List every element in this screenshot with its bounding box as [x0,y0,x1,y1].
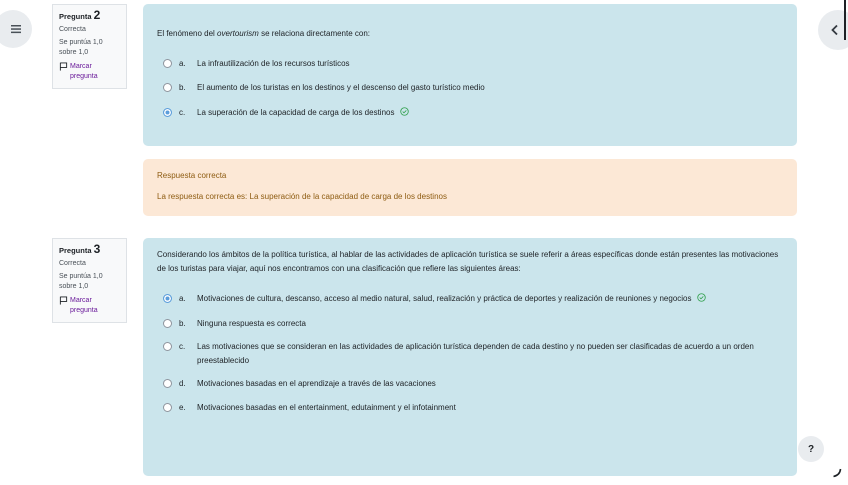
question-3-option-b[interactable]: b. Ninguna respuesta es correcta [157,313,783,336]
correct-answer-text: La respuesta correcta es: La superación de la capacidad de carga de los destinos [157,192,447,201]
question-3-option-c[interactable]: c. Las motivaciones que se consideran en las actividades de aplicación turística dependen de cada destino y no pueden ser clasificadas de acuerdo a un orden preestablecido [157,335,783,373]
question-2-option-c[interactable]: c. La superación de la capacidad de carga de los destinos [157,102,783,125]
question-3-flag-label: Marcar pregunta [70,297,98,314]
question-2-formulation [143,4,797,146]
radio-button[interactable] [163,59,172,68]
help-button[interactable]: ? [798,436,824,462]
question-3-option-d[interactable]: d. Motivaciones basadas en el aprendizaje a través de las vacaciones [157,373,783,396]
radio-button-selected[interactable] [163,294,172,303]
question-2-option-a[interactable]: a. La infrautilización de los recursos turísticos [157,53,783,78]
question-2-state: Correcta [59,25,86,33]
question-3-info [52,238,127,323]
question-2-text: El fenómeno del overtourism se relaciona directamente con: [157,29,371,38]
question-2-grade: Se puntúa 1,0 sobre 1,0 [59,39,103,56]
question-3-answer-list [157,289,783,419]
radio-button[interactable] [163,403,172,412]
radio-button[interactable] [163,342,172,351]
question-2-number: 2 [93,8,101,22]
course-index-toggle-button[interactable] [0,10,32,48]
hamburger-menu-icon [10,23,22,35]
resize-handle-icon [832,468,842,478]
feedback-title: Respuesta correcta [157,171,227,180]
question-2-title: Pregunta 2 [59,8,101,22]
check-circle-icon [400,107,409,116]
radio-button[interactable] [163,319,172,328]
flag-icon [59,62,68,71]
question-2-flag-link[interactable] [59,62,121,81]
question-3-text: Considerando los ámbitos de la política turística, al hablar de las actividades de aplicación turística se suele referir a áreas específicas donde están presentes las motivaciones de los turistas para viajar, aquí nos encontramos con una clasificación que refiere las siguientes áreas: [157,250,779,273]
check-circle-icon [697,293,706,302]
question-2-answer-list [157,53,783,125]
chevron-left-icon [830,24,840,36]
question-2-info [52,4,127,89]
question-3-flag-link[interactable] [59,296,121,315]
question-3-grade: Se puntúa 1,0 sobre 1,0 [59,273,103,290]
question-3-option-e[interactable]: e. Motivaciones basadas en el entertainment, edutainment y el infotainment [157,396,783,420]
question-3-title: Pregunta 3 [59,242,101,256]
scrollbar[interactable] [844,0,846,40]
radio-button-selected[interactable] [163,108,172,117]
question-2-option-b[interactable]: b. El aumento de los turistas en los destinos y el descenso del gasto turístico medio [157,77,783,102]
question-3-number: 3 [93,242,101,256]
question-3-option-a[interactable]: a. Motivaciones de cultura, descanso, acceso al medio natural, salud, realización y práctica de deportes y realización de reuniones y negocios [157,289,783,313]
question-2-flag-label: Marcar pregunta [70,63,98,80]
radio-button[interactable] [163,83,172,92]
radio-button[interactable] [163,379,172,388]
question-3-state: Correcta [59,259,86,267]
question-3-formulation [143,238,797,476]
question-2-feedback [143,159,797,216]
flag-icon [59,296,68,305]
